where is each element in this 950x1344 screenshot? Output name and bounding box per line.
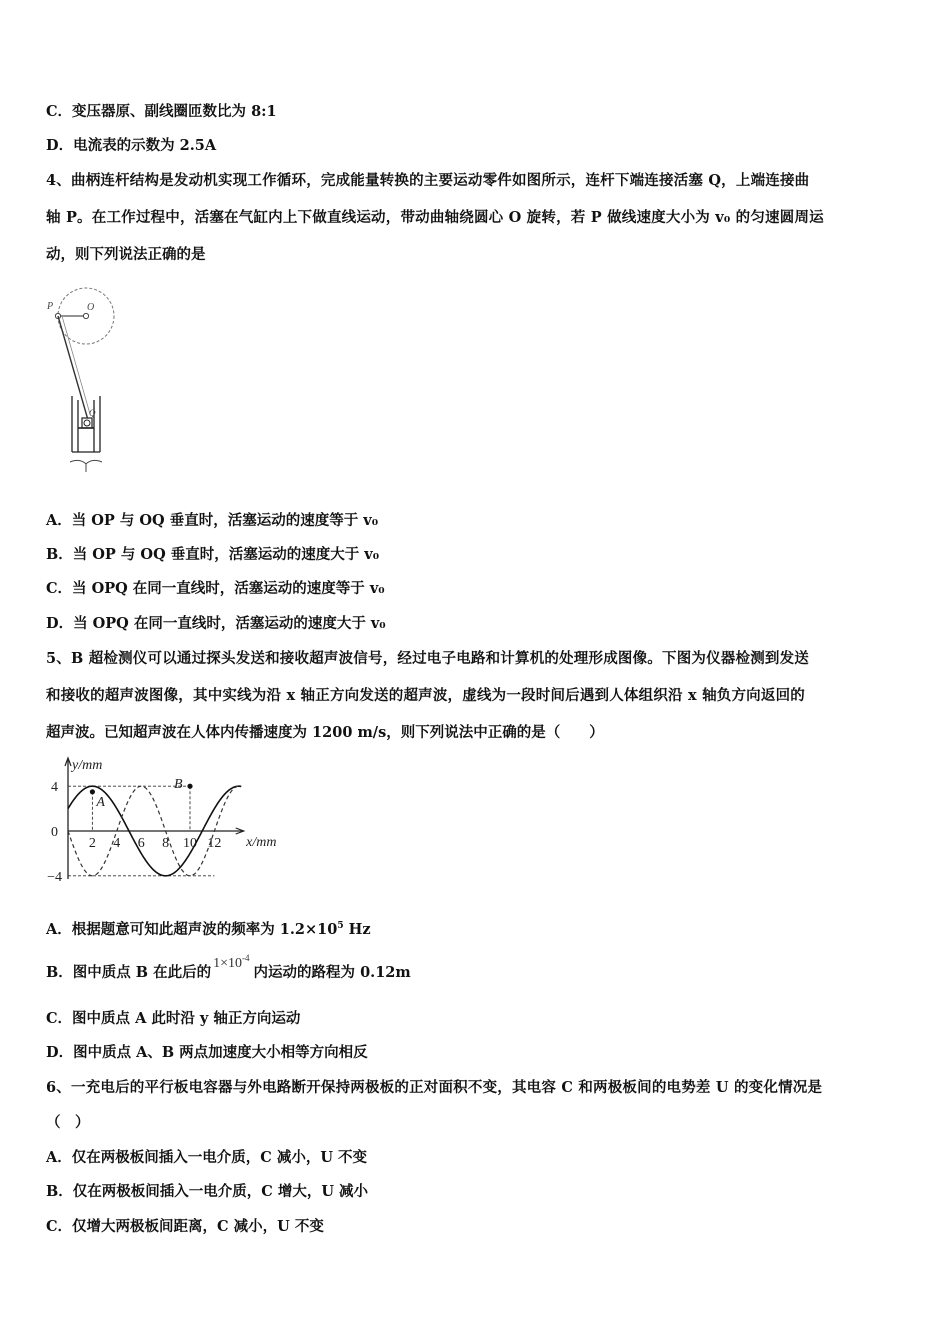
q6-option-c: C．仅增大两极板间距离，C 减小，U 不变 — [46, 1218, 324, 1235]
q6-option-a: A．仅在两极板间插入一电介质，C 减小，U 不变 — [46, 1149, 368, 1166]
q4-option-a: A．当 OP 与 OQ 垂直时，活塞运动的速度等于 v₀ — [46, 512, 379, 529]
q5-option-a-post: Hz — [343, 921, 371, 938]
q5-option-b-post: 内运动的路程为 0.12m — [253, 964, 411, 981]
q5-option-b-expr — [213, 953, 250, 971]
x-tick-label-8: 8 — [162, 836, 170, 851]
q3-option-c: C．变压器原、副线圈匝数比为 8:1 — [46, 103, 277, 120]
q5-option-b-pre: B．图中质点 B 在此后的 — [46, 964, 212, 981]
y-axis-label: y/mm — [72, 758, 103, 773]
x-tick-label-6: 6 — [137, 836, 145, 851]
point-A — [90, 789, 95, 794]
q3-option-d: D．电流表的示数为 2.5A — [46, 137, 217, 154]
y-tick-label-4: 4 — [51, 780, 58, 796]
x-tick-label-4: 4 — [113, 836, 121, 851]
q5-stem-line2: 和接收的超声波图像，其中实线为沿 x 轴正方向发送的超声波，虚线为一段时间后遇到人体组织沿 x 轴负方向返回的 — [46, 687, 805, 704]
q4-option-c: C．当 OPQ 在同一直线时，活塞运动的速度等于 v₀ — [46, 580, 385, 597]
wave-chart — [40, 754, 300, 886]
x-axis-label: x/mm — [246, 835, 277, 850]
q5-option-b — [46, 953, 411, 984]
point-o — [83, 313, 88, 318]
label-q: Q — [89, 408, 96, 418]
connecting-rod — [58, 316, 88, 420]
q6-option-b: B．仅在两极板间插入一电介质，C 增大，U 减小 — [46, 1183, 369, 1200]
q5-stem-line1: 5、B 超检测仪可以通过探头发送和接收超声波信号，经过电子电路和计算机的处理形成图像。下图为仪器检测到发送 — [46, 650, 809, 667]
crank-mechanism-figure — [44, 284, 126, 478]
q5-option-b-expr-base: 1×10 — [213, 956, 243, 971]
q5-option-d: D．图中质点 A、B 两点加速度大小相等方向相反 — [46, 1044, 368, 1061]
q4-stem-line1: 4、曲柄连杆结构是发动机实现工作循环，完成能量转换的主要运动零件如图所示，连杆下端连接活塞 Q，上端连接曲 — [46, 172, 810, 189]
label-p: P — [47, 301, 54, 312]
point-B-label: B — [174, 777, 183, 793]
q6-stem-line2: （ ） — [46, 1114, 90, 1131]
q5-stem-line3: 超声波。已知超声波在人体内传播速度为 1200 m/s，则下列说法中正确的是（ ） — [46, 724, 604, 741]
q5-option-a — [46, 916, 371, 940]
q4-option-b: B．当 OP 与 OQ 垂直时，活塞运动的速度大于 v₀ — [46, 546, 380, 563]
q4-stem-line3: 动，则下列说法正确的是 — [46, 246, 206, 263]
q5-option-a-pre: A．根据题意可知此超声波的频率为 1.2×10 — [46, 921, 338, 938]
q5-option-c: C．图中质点 A 此时沿 y 轴正方向运动 — [46, 1010, 301, 1027]
q5-option-a-exp: 5 — [337, 921, 344, 931]
q6-stem-line1: 6、一充电后的平行板电容器与外电路断开保持两极板的正对面积不变，其电容 C 和两极板间的电势差 U 的变化情况是 — [46, 1079, 823, 1096]
point-B — [187, 784, 192, 789]
q4-stem-line2: 轴 P。在工作过程中，活塞在气缸内上下做直线运动，带动曲轴绕圆心 O 旋转，若 P 做线速度大小为 v₀ 的匀速圆周运 — [46, 209, 824, 226]
label-o: O — [87, 302, 95, 313]
point-A-label: A — [96, 794, 105, 810]
q5-option-b-expr-exp: -4 — [242, 953, 250, 963]
x-tick-label-10: 10 — [183, 836, 197, 851]
x-tick-label-12: 12 — [207, 836, 222, 851]
q4-option-d: D．当 OPQ 在同一直线时，活塞运动的速度大于 v₀ — [46, 615, 386, 632]
y-tick-label-0: 0 — [51, 825, 58, 840]
y-tick-label-neg4: −4 — [47, 869, 62, 885]
x-tick-label-2: 2 — [88, 836, 96, 851]
